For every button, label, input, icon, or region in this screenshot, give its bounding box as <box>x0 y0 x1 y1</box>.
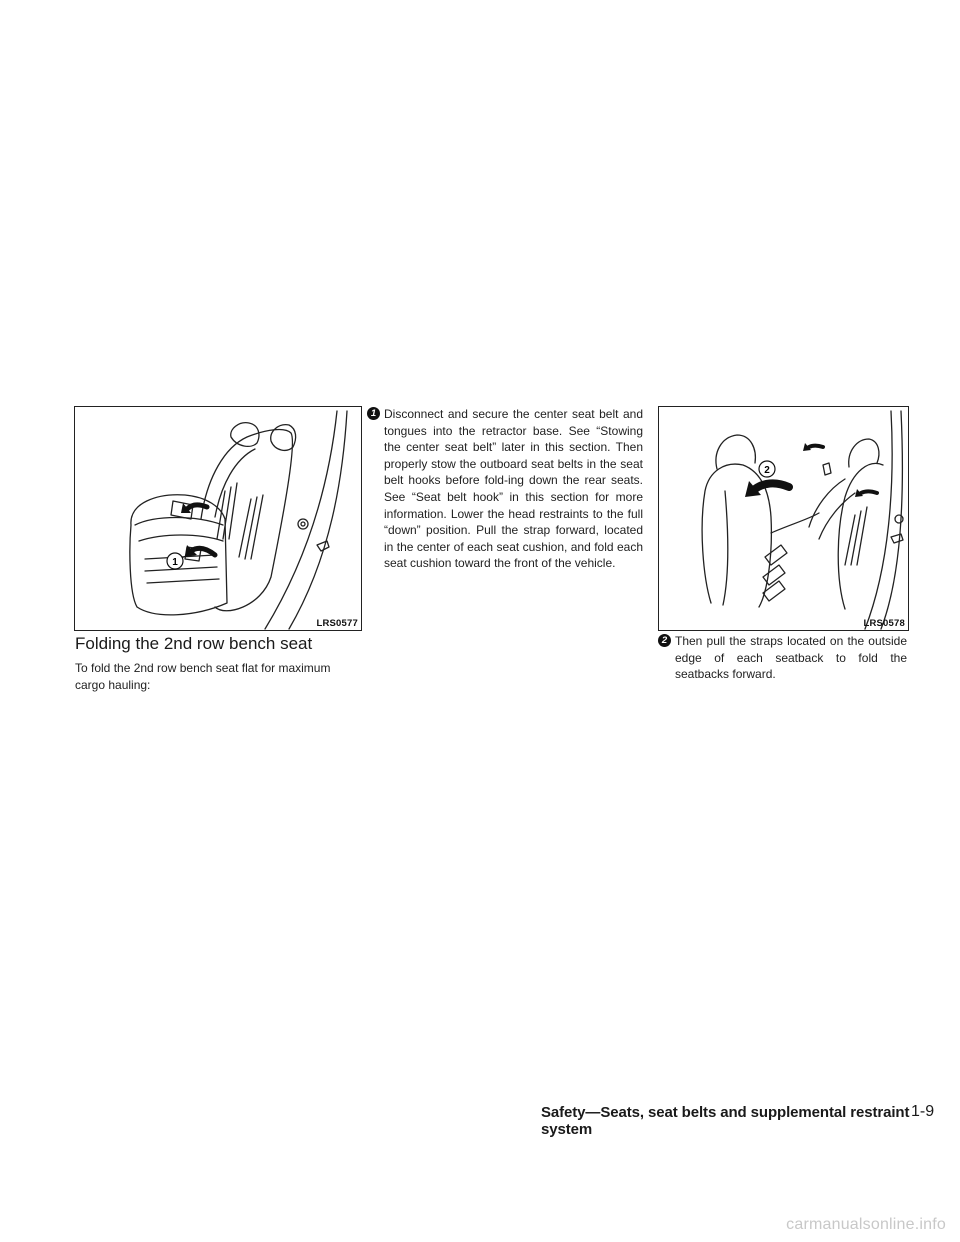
step-2 <box>658 633 907 683</box>
figure-callout-2: 2 <box>764 465 770 476</box>
step-1-text: Disconnect and secure the center seat belt and tongues into the retractor base. See “Stowing the center seat belt” later in this section. Then properly stow the outboard seat belts in the seat belt hooks before fold-ing down the rear seats. See “Seat belt hook” in this section for more information. Lower the head restraints to the full “down” position. Pull the strap forward, located in the center of each seat cushion, and fold each seat cushion toward the front of the vehicle. <box>384 407 643 571</box>
section-intro: To fold the 2nd row bench seat flat for maximum cargo hauling: <box>75 661 331 692</box>
figure-seat-cushion-fold <box>74 406 362 631</box>
figure-code-left: LRS0577 <box>316 618 358 629</box>
figure-callout-1: 1 <box>172 557 178 568</box>
seatback-illustration <box>659 407 908 630</box>
figure-code-right: LRS0578 <box>863 618 905 629</box>
step-2-text: Then pull the straps located on the outside edge of each seatback to fold the seatbacks forward. <box>675 634 907 682</box>
footer-section-title: Safety—Seats, seat belts and supplemental restraint system <box>541 1104 910 1138</box>
watermark: carmanualsonline.info <box>786 1216 946 1233</box>
seat-cushion-illustration <box>75 407 361 630</box>
step-1 <box>367 406 643 572</box>
figure-seatback-fold <box>658 406 909 631</box>
page-number: 1-9 <box>911 1103 935 1120</box>
section-heading: Folding the 2nd row bench seat <box>75 634 313 653</box>
step-2-number-badge: 2 <box>658 634 671 647</box>
step-1-number-badge: 1 <box>367 407 380 420</box>
